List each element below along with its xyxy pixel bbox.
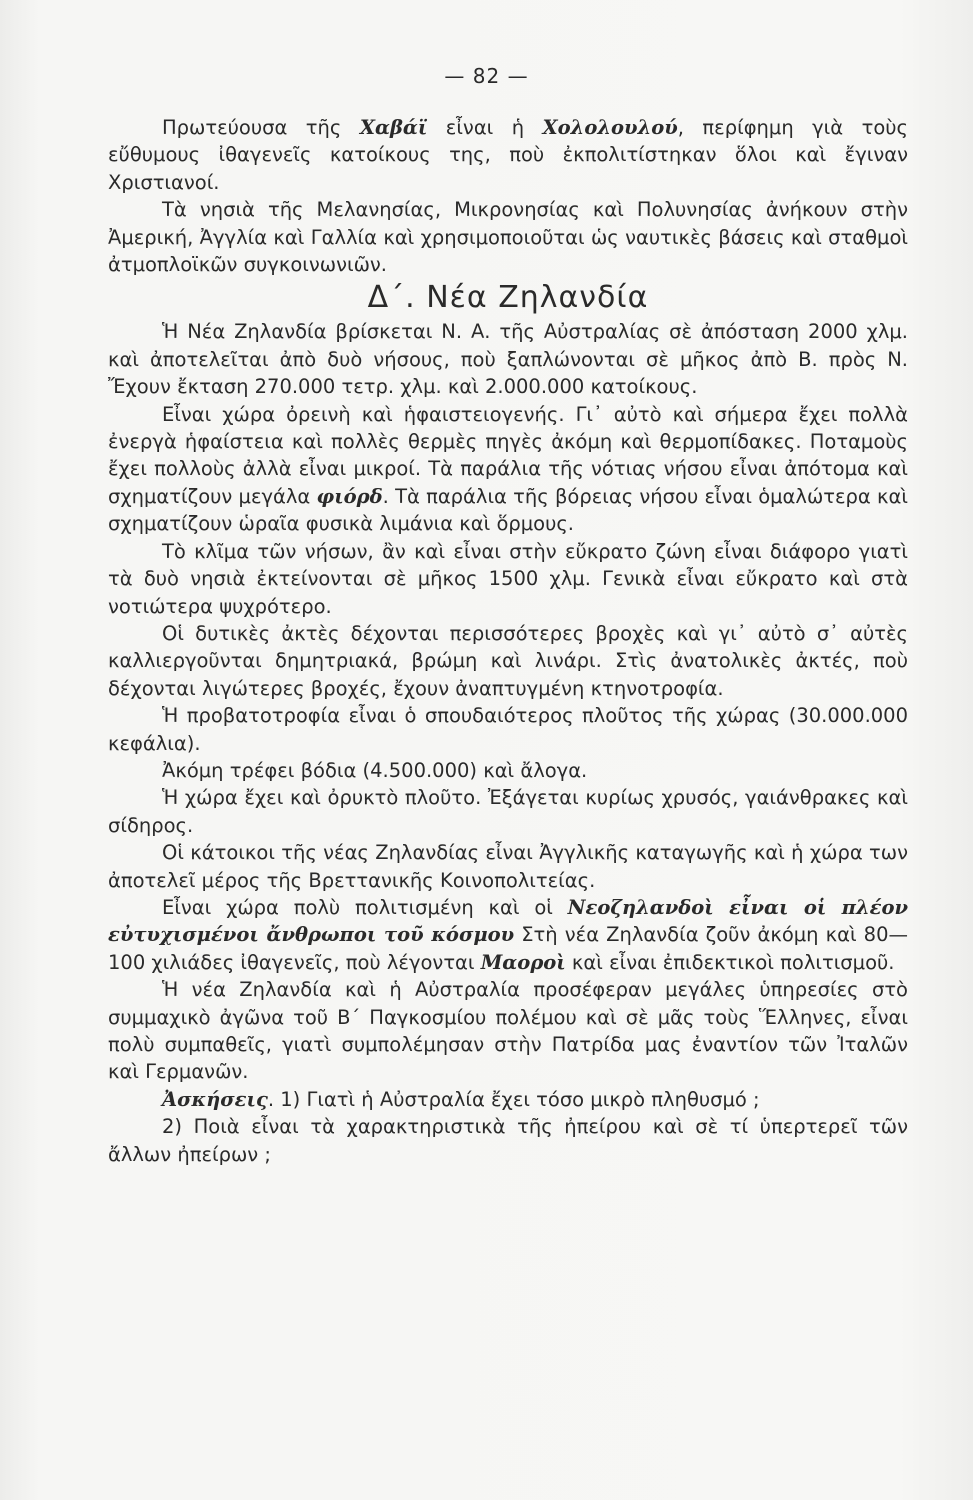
emphasis-happiest-people: Νεοζηλανδοὶ εἶναι οἱ πλέον εὐτυχισμένοι ἄνθρωποι τοῦ κόσμου <box>108 895 909 947</box>
section-heading: Δ΄. Νέα Ζηλανδία <box>367 280 649 316</box>
exercise-1: Ἀσκήσεις. 1) Γιατὶ ἡ Αὐστραλία ἔχει τόσο μικρὸ πληθυσμό ; <box>162 1087 760 1111</box>
body-paragraph-8: Οἱ κάτοικοι τῆς νέας Ζηλανδίας εἶναι Ἀγγλικῆς καταγωγῆς καὶ ἡ χώρα των ἀποτελεῖ μέρος τῆς Βρεττανικῆς Κοινοπολιτείας. <box>108 841 908 892</box>
intro-paragraph-2: Τὰ νησιὰ τῆς Μελανησίας, Μικρονησίας καὶ Πολυνησίας ἀνήκουν στὴν Ἀμερική, Ἀγγλία καὶ Γαλλία καὶ χρησιμοποιοῦται ὡς ναυτικὲς βάσεις καὶ σταθμοὶ ἀτμοπλοϊκῶν συγκοινωνιῶν. <box>108 198 908 277</box>
exercises-label: Ἀσκήσεις <box>162 1087 268 1111</box>
body-paragraph-3: Τὸ κλῖμα τῶν νήσων, ἂν καὶ εἶναι στὴν εὔκρατο ζώνη εἶναι διάφορο γιατὶ τὰ δυὸ νησιὰ ἐκτείνονται σὲ μῆκος 1500 χλμ. Γενικὰ εἶναι εὔκρατο καὶ στὰ νοτιώτερα ψυχρότερο. <box>108 539 908 618</box>
body-paragraph-7: Ἡ χώρα ἔχει καὶ ὀρυκτὸ πλοῦτο. Ἐξάγεται κυρίως χρυσός, γαιάνθρακες καὶ σίδηρος. <box>108 786 908 837</box>
page-text <box>108 114 908 1168</box>
body-paragraph-1: Ἡ Νέα Ζηλανδία βρίσκεται Ν. Α. τῆς Αὐστραλίας σὲ ἀπόσταση 2000 χλμ. καὶ ἀποτελεῖται ἀπὸ δυὸ νήσους, ποὺ ξαπλώνονται σὲ μῆκος ἀπὸ Β. πρὸς Ν. Ἔχουν ἔκταση 270.000 τετρ. χλμ. καὶ 2.000.000 κατοίκους. <box>108 320 908 399</box>
exercise-2: 2) Ποιὰ εἶναι τὰ χαρακτηριστικὰ τῆς ἠπείρου καὶ σὲ τί ὑπερτερεῖ τῶν ἄλλων ἠπείρων ; <box>108 1115 908 1166</box>
emphasis-hawaii: Χαβάϊ <box>359 116 428 139</box>
emphasis-fjord: φιόρδ <box>316 484 383 508</box>
page-number: — 82 — <box>444 64 529 88</box>
body-paragraph-2: Εἶναι χώρα ὀρεινὴ καὶ ἡφαιστειογενής. Γι᾽ αὐτὸ καὶ σήμερα ἔχει πολλὰ ἐνεργὰ ἡφαίστεια καὶ πολλὲς θερμὲς πηγὲς ἀκόμη καὶ θερμοπίδακες. Ποταμοὺς ἔχει πολλοὺς ἀλλὰ εἶναι μικροί. Τὰ παράλια τῆς νότιας νήσου εἶναι ἀπότομα καὶ σχηματίζουν μεγάλα φιόρδ. Τὰ παράλια τῆς βόρειας νήσου εἶναι ὁμαλώτερα καὶ σχηματίζουν ὡραῖα φυσικὰ λιμάνια καὶ ὅρμους. <box>108 402 908 536</box>
body-paragraph-4: Οἱ δυτικὲς ἀκτὲς δέχονται περισσότερες βροχὲς καὶ γι᾽ αὐτὸ σ᾽ αὐτὲς καλλιεργοῦνται δημητριακά, βρώμη καὶ λινάρι. Στὶς ἀνατολικὲς ἀκτές, ποὺ δέχονται λιγώτερες βροχές, ἔχουν ἀναπτυγμένη κτηνοτροφία. <box>108 621 908 700</box>
body-paragraph-10: Ἡ νέα Ζηλανδία καὶ ἡ Αὐστραλία προσέφεραν μεγάλες ὑπηρεσίες στὸ συμμαχικὸ ἀγῶνα τοῦ Β΄ Παγκοσμίου πολέμου καὶ σὲ μᾶς τοὺς Ἕλληνες, εἶναι πολὺ συμπαθεῖς, γιατὶ συμπολέμησαν στὴν Πατρίδα μας ἐναντίον τῶν Ἰταλῶν καὶ Γερμανῶν. <box>108 978 908 1084</box>
body-paragraph-5: Ἡ προβατοτροφία εἶναι ὁ σπουδαιότερος πλοῦτος τῆς χώρας (30.000.000 κεφάλια). <box>108 704 908 755</box>
emphasis-maori: Μαοροὶ <box>480 950 566 974</box>
emphasis-honolulu: Χολολουλού <box>542 116 678 139</box>
body-paragraph-9: Εἶναι χώρα πολὺ πολιτισμένη καὶ οἱ Νεοζηλανδοὶ εἶναι οἱ πλέον εὐτυχισμένοι ἄνθρωποι τοῦ κόσμου Στὴ νέα Ζηλανδία ζοῦν ἀκόμη καὶ 80—100 χιλιάδες ἰθαγενεῖς, ποὺ λέγονται Μαοροὶ καὶ εἶναι ἐπιδεκτικοὶ πολιτισμοῦ. <box>108 895 909 974</box>
intro-paragraph-1: Πρωτεύουσα τῆς Χαβάϊ εἶναι ἡ Χολολουλού, περίφημη γιὰ τοὺς εὔθυμους ἰθαγενεῖς κατοίκους της, ποὺ ἐκπολιτίστηκαν ὅλοι καὶ ἔγιναν Χριστιανοί. <box>108 116 908 194</box>
body-paragraph-6: Ἀκόμη τρέφει βόδια (4.500.000) καὶ ἄλογα. <box>162 758 588 782</box>
